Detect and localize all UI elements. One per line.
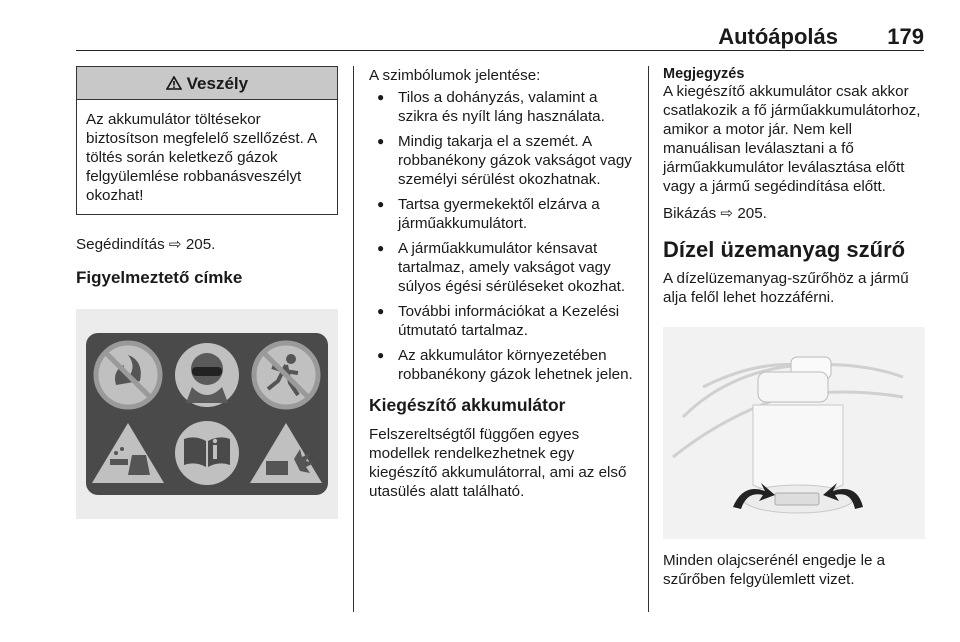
explosive-gas-icon xyxy=(250,423,322,483)
diesel-filter-intro: A dízelüzemanyag-szűrőhöz a jármű alja felől lehet hozzáférni. xyxy=(663,270,909,306)
warning-triangle-icon xyxy=(166,74,187,93)
eye-protection-icon xyxy=(175,343,239,407)
diesel-filter-photo xyxy=(663,327,925,539)
list-item: ● További információkat a Kezelési útmutató tartalmaz. xyxy=(369,302,639,340)
page-header xyxy=(76,22,924,51)
no-fire-smoking-icon xyxy=(96,343,160,407)
danger-box-title: Veszély xyxy=(186,74,249,93)
list-item: ● Tilos a dohányzás, valamint a szikra és nyílt láng használata. xyxy=(369,88,639,126)
aux-battery-heading: Kiegészítő akkumulátor xyxy=(369,395,566,415)
keep-away-children-icon xyxy=(254,343,318,407)
warning-label-heading: Figyelmeztető címke xyxy=(76,268,243,287)
list-item: ● Tartsa gyermekektől elzárva a járműakkumulátort. xyxy=(369,195,639,233)
aux-battery-text: Felszereltségtől függően egyes modellek rendelkezhetnek egy kiegészítő akkumulátorral, ami az első utasülés alatt található. xyxy=(369,426,627,500)
section-title: Autóápolás xyxy=(718,24,838,49)
symbol-meanings-list xyxy=(369,88,639,384)
list-item: ● Mindig takarja el a szemét. A robbanékony gázok vakságot vagy személyi sérülést okozhatnak. xyxy=(369,132,639,189)
warning-label-panel xyxy=(86,333,328,495)
diesel-filter-drain-text: Minden olajcserénél engedje le a szűrőben felgyülemlett vizet. xyxy=(663,552,886,588)
read-manual-icon xyxy=(175,421,239,485)
corrosive-acid-icon xyxy=(92,423,164,483)
column-right xyxy=(663,66,925,589)
danger-box xyxy=(76,66,338,215)
towing-reference[interactable]: Bikázás ⇨ 205. xyxy=(663,205,767,222)
battery-warning-label-image xyxy=(76,309,338,519)
column-divider xyxy=(648,66,649,612)
danger-box-text: Az akkumulátor töltésekor biztosítson megfelelő szellőzést. A töltés során keletkező gázok felgyülemlése robbanásveszélyt okozhat! xyxy=(86,111,317,204)
note-title: Megjegyzés xyxy=(663,66,745,82)
list-item: ● Az akkumulátor környezetében robbanékony gázok lehetnek jelen. xyxy=(369,346,639,384)
danger-box-header xyxy=(77,67,337,100)
jump-start-reference[interactable]: Segédindítás ⇨ 205. xyxy=(76,236,216,253)
diesel-filter-heading: Dízel üzemanyag szűrő xyxy=(663,237,906,262)
list-item: ● A járműakkumulátor kénsavat tartalmaz, amely vakságot vagy súlyos égési sérüléseket okozhat. xyxy=(369,239,639,296)
page-number: 179 xyxy=(887,24,924,49)
column-middle xyxy=(369,66,639,501)
note-text: A kiegészítő akkumulátor csak akkor csatlakozik a fő járműakkumulátorhoz, amikor a motor jár. Nem kell manuálisan leválasztani a fő járműakkumulátor leválasztása előtt vagy a jármű segédindítása előtt. xyxy=(663,83,921,195)
column-left xyxy=(76,66,338,519)
column-divider xyxy=(353,66,354,612)
symbols-intro: A szimbólumok jelentése: xyxy=(369,67,541,84)
